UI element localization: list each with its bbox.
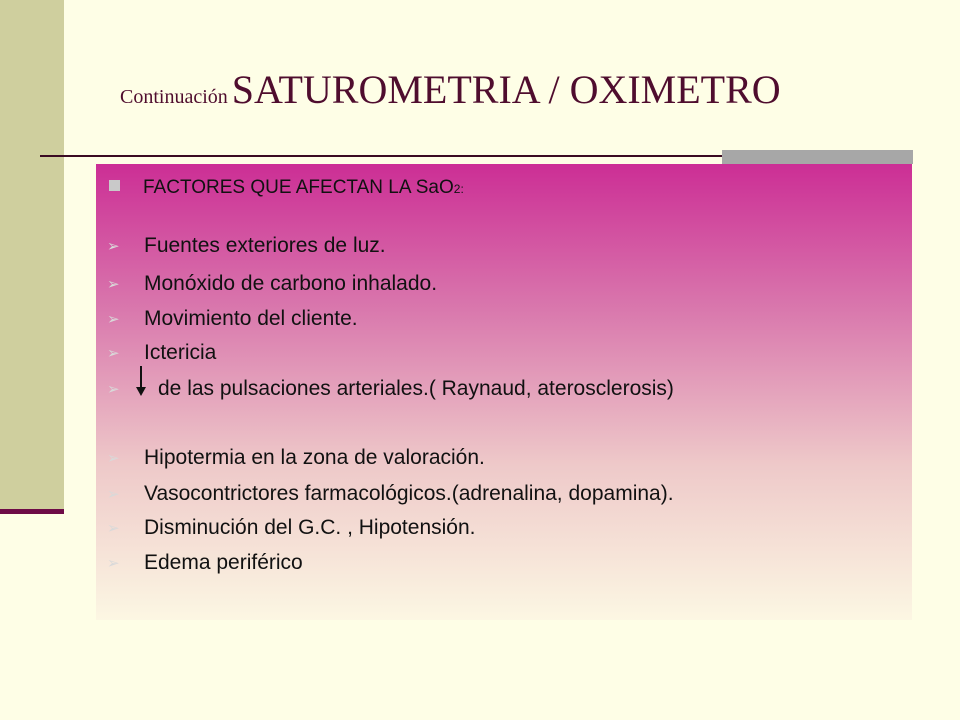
arrowhead-bullet-icon: ➢ [107,276,120,293]
title-main: SATUROMETRIA / OXIMETRO [231,67,781,112]
arrowhead-bullet-icon: ➢ [107,486,120,503]
arrowhead-bullet-icon: ➢ [107,450,120,467]
side-bar-accent [0,509,64,514]
list-item [107,481,674,508]
list-item-text: Movimiento del cliente. [144,307,358,330]
arrowhead-bullet-icon: ➢ [107,345,120,362]
list-item [107,340,216,367]
down-arrow-icon [134,365,148,397]
list-item [107,271,437,298]
list-item-text: Fuentes exteriores de luz. [144,234,386,257]
list-item-text: Vasocontrictores farmacológicos.(adrenalina, dopamina). [144,482,674,505]
arrowhead-bullet-icon: ➢ [107,555,120,572]
title-prefix: Continuación [120,86,228,108]
slide-title [120,66,781,113]
list-item-text: Hipotermia en la zona de valoración. [144,446,485,469]
list-item [107,306,358,333]
arrowhead-bullet-icon: ➢ [107,381,120,398]
heading-subscript: 2: [453,182,464,196]
list-item-text: Edema periférico [144,551,303,574]
list-item [107,376,674,403]
side-bar [0,0,64,512]
heading-text: FACTORES QUE AFECTAN LA SaO [143,177,454,198]
title-rule-accent [722,150,913,164]
section-heading [109,177,464,199]
list-item [107,233,386,260]
square-bullet-icon [109,180,120,191]
arrowhead-bullet-icon: ➢ [107,311,120,328]
list-item-text: de las pulsaciones arteriales.( Raynaud, aterosclerosis) [158,377,674,400]
list-item [107,515,475,542]
arrowhead-bullet-icon: ➢ [107,238,120,255]
list-item-text: Disminución del G.C. , Hipotensión. [144,516,476,539]
list-item [107,445,485,472]
list-item-text: Monóxido de carbono inhalado. [144,272,438,295]
arrowhead-bullet-icon: ➢ [107,520,120,537]
list-item [107,550,303,577]
list-item-text: Ictericia [144,341,217,364]
